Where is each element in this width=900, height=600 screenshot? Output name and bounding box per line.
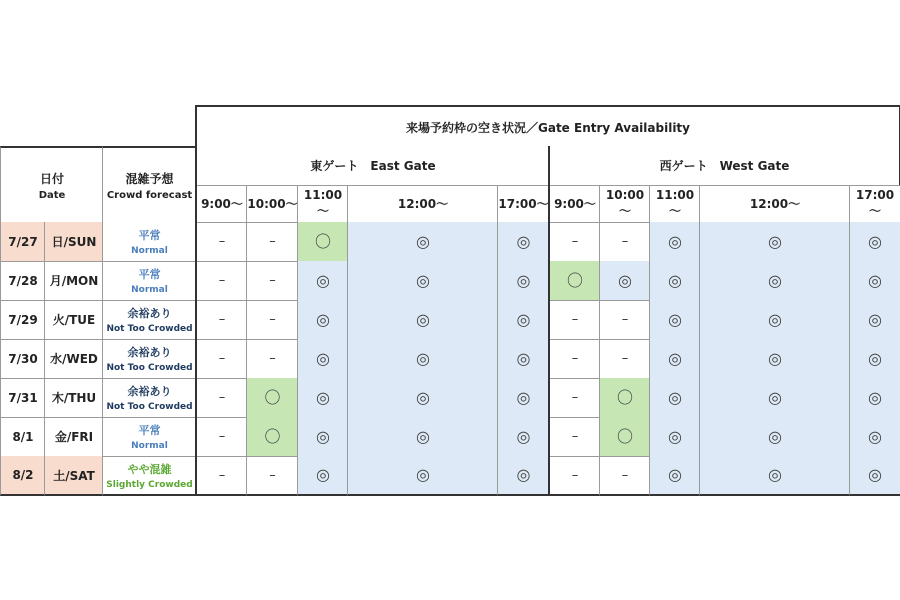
slot-east-3[interactable] [347,378,498,418]
slot-west-4[interactable] [849,339,900,379]
date-label: 7/27 [8,234,38,249]
date-cell [0,456,45,496]
slot-west-0[interactable] [548,456,600,496]
day-label: 土/SAT [53,468,95,483]
unavailable-mark: – [571,234,579,249]
available-double-circle-icon: ◎ [668,426,682,446]
date-header-ja: 日付 [39,171,64,186]
west-gate-header [548,146,900,186]
slot-west-3[interactable] [699,300,850,340]
table-title: 来場予約枠の空き状況／Gate Entry Availability [406,120,690,135]
slot-west-3[interactable] [699,222,850,262]
available-double-circle-icon: ◎ [768,270,782,290]
day-label: 木/THU [51,391,97,405]
time-label: 10:00～ [605,188,645,218]
available-double-circle-icon: ◎ [768,465,782,484]
time-label: 11:00～ [303,188,343,218]
unavailable-mark: – [571,312,579,327]
slot-west-2[interactable] [649,222,700,262]
unavailable-mark: – [218,351,226,366]
slot-east-1[interactable] [246,417,298,457]
forecast-cell [102,261,196,301]
forecast-cell [102,417,196,457]
available-double-circle-icon: ◎ [768,309,782,329]
slot-east-2[interactable] [297,222,348,262]
date-label: 8/2 [12,468,34,482]
slot-west-3[interactable] [699,339,850,379]
slot-west-2[interactable] [649,300,700,340]
unavailable-mark: – [621,312,629,327]
limited-circle-icon: 〇 [566,270,583,290]
slot-east-1[interactable] [246,261,298,301]
slot-east-3[interactable] [347,222,498,262]
slot-east-2[interactable] [297,339,348,379]
time-label: 17:00～ [855,188,895,218]
unavailable-mark: – [269,234,276,249]
limited-circle-icon: 〇 [264,426,281,446]
slot-east-1[interactable] [246,339,298,379]
available-double-circle-icon: ◎ [416,309,430,329]
slot-east-1[interactable] [246,300,298,340]
day-label: 金/FRI [54,430,94,444]
slot-west-0[interactable] [548,378,600,418]
unavailable-mark: – [218,312,226,327]
available-double-circle-icon: ◎ [416,387,430,407]
limited-circle-icon: 〇 [616,426,633,446]
slot-west-2[interactable] [649,456,700,496]
time-header-west-4 [849,185,900,223]
unavailable-mark: – [621,234,629,249]
forecast-label-en: Normal [131,441,168,451]
unavailable-mark: – [571,390,579,405]
forecast-label-ja: 平常 [138,229,161,242]
slot-west-1[interactable] [599,300,650,340]
limited-circle-icon: 〇 [616,387,633,407]
day-cell [44,300,103,340]
available-double-circle-icon: ◎ [416,348,430,368]
unavailable-mark: – [218,234,226,249]
forecast-header-en: Crowd forecast [106,189,193,201]
time-header-east-0 [195,185,247,223]
slot-east-2[interactable] [297,456,348,496]
forecast-label-en: Normal [131,246,168,256]
forecast-header [102,146,196,222]
date-label: 7/31 [8,390,38,405]
time-label: 12:00～ [749,197,801,211]
available-double-circle-icon: ◎ [416,426,430,446]
available-double-circle-icon: ◎ [316,309,330,329]
available-double-circle-icon: ◎ [768,426,782,446]
unavailable-mark: – [269,312,276,327]
date-cell [0,261,45,301]
forecast-label-ja: 余裕あり [127,346,172,359]
date-cell [0,378,45,418]
time-label: 9:00～ [554,197,596,211]
available-double-circle-icon: ◎ [768,231,782,251]
slot-east-3[interactable] [347,339,498,379]
slot-east-3[interactable] [347,417,498,457]
time-label: 10:00～ [247,197,298,211]
forecast-label-en: Normal [131,285,168,295]
time-label: 11:00～ [655,188,695,218]
slot-east-3[interactable] [347,261,498,301]
forecast-label-ja: 平常 [138,268,161,281]
available-double-circle-icon: ◎ [516,465,531,484]
unavailable-mark: – [621,351,629,366]
day-cell [44,222,103,262]
unavailable-mark: – [621,467,629,483]
unavailable-mark: – [269,273,276,288]
forecast-label-ja: 余裕あり [127,385,172,398]
available-double-circle-icon: ◎ [316,465,330,484]
time-header-east-4 [497,185,549,223]
slot-east-4[interactable] [497,456,549,496]
west-gate-label: 西ゲート West Gate [659,159,790,173]
day-cell [44,261,103,301]
limited-circle-icon: 〇 [314,231,331,251]
available-double-circle-icon: ◎ [516,270,531,290]
available-double-circle-icon: ◎ [416,270,430,290]
available-double-circle-icon: ◎ [618,270,632,290]
date-label: 7/29 [8,312,38,327]
date-cell [0,222,45,262]
date-label: 8/1 [12,429,34,444]
slot-east-2[interactable] [297,378,348,418]
day-label: 日/SUN [51,235,97,249]
slot-west-3[interactable] [699,261,850,301]
slot-east-1[interactable] [246,222,298,262]
slot-east-3[interactable] [347,300,498,340]
slot-east-0[interactable] [195,261,247,301]
available-double-circle-icon: ◎ [316,348,330,368]
forecast-cell [102,222,196,262]
slot-east-1[interactable] [246,456,298,496]
slot-east-0[interactable] [195,222,247,262]
available-double-circle-icon: ◎ [316,387,330,407]
forecast-label-ja: 平常 [138,424,161,437]
date-cell [0,339,45,379]
unavailable-mark: – [571,351,579,366]
slot-west-2[interactable] [649,378,700,418]
slot-east-0[interactable] [195,300,247,340]
forecast-cell [102,378,196,418]
unavailable-mark: – [269,467,276,483]
time-header-west-3 [699,185,850,223]
time-header-east-2 [297,185,348,223]
forecast-label-ja: 余裕あり [127,307,172,320]
slot-west-0[interactable] [548,300,600,340]
slot-east-4[interactable] [497,378,549,418]
forecast-cell [102,300,196,340]
slot-west-4[interactable] [849,417,900,457]
available-double-circle-icon: ◎ [416,465,430,484]
available-double-circle-icon: ◎ [516,426,531,446]
day-cell [44,339,103,379]
slot-east-4[interactable] [497,222,549,262]
date-label: 7/30 [8,351,38,366]
unavailable-mark: – [218,390,226,405]
available-double-circle-icon: ◎ [868,387,882,407]
unavailable-mark: – [218,429,226,444]
day-label: 月/MON [49,274,99,288]
slot-west-0[interactable] [548,222,600,262]
available-double-circle-icon: ◎ [516,309,531,329]
title-cell [195,105,900,147]
forecast-label-ja: やや混雑 [127,462,172,476]
slot-west-4[interactable] [849,456,900,496]
slot-west-1[interactable] [599,222,650,262]
east-gate-label: 東ゲート East Gate [310,159,436,173]
available-double-circle-icon: ◎ [516,231,531,251]
unavailable-mark: – [218,467,226,483]
slot-west-0[interactable] [548,261,600,301]
available-double-circle-icon: ◎ [768,348,782,368]
slot-west-3[interactable] [699,417,850,457]
forecast-cell [102,456,196,496]
time-label: 9:00～ [201,197,243,211]
date-header [0,146,103,222]
available-double-circle-icon: ◎ [868,426,882,446]
slot-west-1[interactable] [599,378,650,418]
unavailable-mark: – [571,429,579,444]
forecast-cell [102,339,196,379]
time-header-east-1 [246,185,298,223]
unavailable-mark: – [571,467,579,483]
available-double-circle-icon: ◎ [316,270,330,290]
slot-east-0[interactable] [195,339,247,379]
time-header-west-1 [599,185,650,223]
slot-east-2[interactable] [297,417,348,457]
forecast-header-ja: 混雑予想 [125,171,174,186]
available-double-circle-icon: ◎ [868,270,882,290]
slot-west-4[interactable] [849,300,900,340]
time-header-west-2 [649,185,700,223]
slot-west-4[interactable] [849,222,900,262]
slot-east-0[interactable] [195,456,247,496]
available-double-circle-icon: ◎ [668,465,682,484]
date-cell [0,300,45,340]
time-label: 12:00～ [397,197,449,211]
slot-west-4[interactable] [849,261,900,301]
slot-east-4[interactable] [497,417,549,457]
slot-west-2[interactable] [649,339,700,379]
slot-east-4[interactable] [497,339,549,379]
slot-east-4[interactable] [497,261,549,301]
available-double-circle-icon: ◎ [516,387,531,407]
slot-east-0[interactable] [195,378,247,418]
time-header-east-3 [347,185,498,223]
slot-west-4[interactable] [849,378,900,418]
available-double-circle-icon: ◎ [868,348,882,368]
unavailable-mark: – [269,351,276,366]
available-double-circle-icon: ◎ [516,348,531,368]
date-label: 7/28 [8,273,38,288]
unavailable-mark: – [218,273,226,288]
forecast-label-en: Slightly Crowded [106,479,193,490]
slot-east-2[interactable] [297,300,348,340]
day-label: 火/TUE [52,313,96,327]
available-double-circle-icon: ◎ [668,231,682,251]
slot-west-0[interactable] [548,417,600,457]
limited-circle-icon: 〇 [264,387,281,407]
available-double-circle-icon: ◎ [868,231,882,251]
day-cell [44,417,103,457]
available-double-circle-icon: ◎ [668,348,682,368]
slot-west-1[interactable] [599,417,650,457]
slot-east-2[interactable] [297,261,348,301]
day-cell [44,378,103,418]
available-double-circle-icon: ◎ [668,387,682,407]
available-double-circle-icon: ◎ [316,426,330,446]
forecast-label-en: Not Too Crowded [106,324,193,334]
available-double-circle-icon: ◎ [668,270,682,290]
day-cell [44,456,103,496]
slot-west-1[interactable] [599,339,650,379]
slot-east-1[interactable] [246,378,298,418]
slot-west-2[interactable] [649,417,700,457]
available-double-circle-icon: ◎ [416,231,430,251]
day-label: 水/WED [50,352,98,366]
slot-west-2[interactable] [649,261,700,301]
available-double-circle-icon: ◎ [768,387,782,407]
slot-west-3[interactable] [699,456,850,496]
forecast-label-en: Not Too Crowded [106,363,193,373]
available-double-circle-icon: ◎ [668,309,682,329]
time-label: 17:00～ [498,197,549,211]
date-header-en: Date [38,189,66,201]
slot-east-0[interactable] [195,417,247,457]
forecast-label-en: Not Too Crowded [106,402,193,412]
slot-west-1[interactable] [599,261,650,301]
slot-east-4[interactable] [497,300,549,340]
slot-west-3[interactable] [699,378,850,418]
slot-west-1[interactable] [599,456,650,496]
slot-east-3[interactable] [347,456,498,496]
east-gate-header [195,146,549,186]
slot-west-0[interactable] [548,339,600,379]
available-double-circle-icon: ◎ [868,465,882,484]
available-double-circle-icon: ◎ [868,309,882,329]
time-header-west-0 [548,185,600,223]
date-cell [0,417,45,457]
